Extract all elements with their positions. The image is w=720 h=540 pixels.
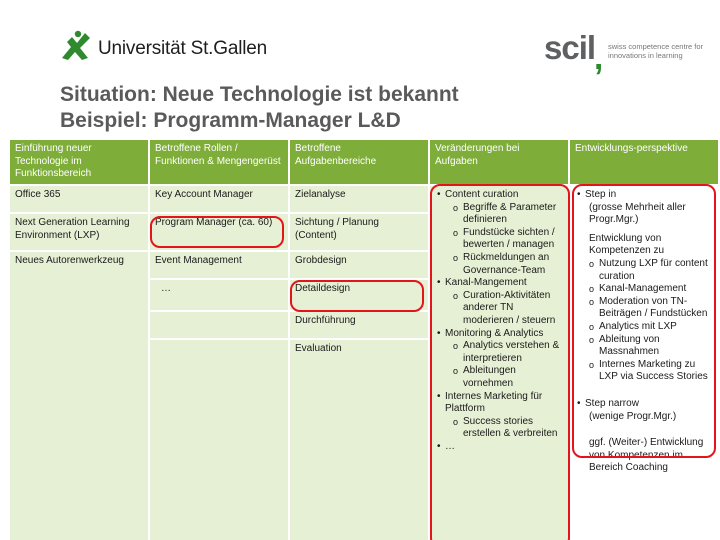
- list-item: • Monitoring & Analytics o Analytics verstehen & interpretieren o Ableitungen vornehmen: [435, 328, 563, 391]
- slide-title: [60, 82, 660, 134]
- table-cell: Detaildesign: [290, 280, 428, 310]
- table-cell: Zielanalyse: [290, 186, 428, 212]
- header-col-perspective: Entwicklungs-perspektive: [570, 140, 718, 184]
- list-item: o Nutzung LXP für content curation: [589, 258, 713, 283]
- list-item: • Kanal-Mangement o Curation-Aktivitäten anderer TN moderieren / steuern: [435, 277, 563, 327]
- table-cell: Durchführung: [290, 312, 428, 338]
- highlight-detaildesign: [290, 280, 424, 312]
- list-item: o Analytics verstehen & interpretieren: [453, 340, 563, 365]
- list-item: • Content curation o Begriffe & Parameter definieren o Fundstücke sichten / bewerten / managen o Rückmeldungen an Governance-Team: [435, 189, 563, 277]
- list-item: o Ableitung von Massnahmen: [589, 334, 713, 359]
- scil-tagline: swiss competence centre for innovations in learning: [608, 42, 704, 60]
- table-cell: Next Generation Learning Environment (LXP): [10, 214, 148, 250]
- table-cell: Evaluation: [290, 340, 428, 540]
- list-item: o Fundstücke sichten / bewerten / managen: [453, 227, 563, 252]
- header-col-changes: Veränderungen bei Aufgaben: [430, 140, 568, 184]
- table-cell: Office 365: [10, 186, 148, 212]
- highlight-program-manager: [150, 216, 284, 248]
- table-cell: Program Manager (ca. 60): [150, 214, 288, 250]
- list-item: • Step narrow (wenige Progr.Mgr.): [575, 398, 713, 423]
- title-line-2: Beispiel: Programm-Manager L&D: [60, 109, 401, 132]
- university-logo: [58, 28, 267, 70]
- header-col-technology: Einführung neuer Technologie im Funktionsbereich: [10, 140, 148, 184]
- university-name: Universität St.Gallen: [98, 38, 267, 59]
- title-line-1: Situation: Neue Technologie ist bekannt: [60, 83, 459, 106]
- table-cell: [150, 340, 288, 540]
- table-cell: Key Account Manager: [150, 186, 288, 212]
- list-item: • …: [435, 441, 563, 454]
- table-cell: …: [150, 280, 288, 310]
- list-item: o Begriffe & Parameter definieren: [453, 202, 563, 227]
- coaching-note: ggf. (Weiter-) Entwicklung von Kompetenzen im Bereich Coaching: [589, 437, 704, 474]
- list-item: o Kanal-Management: [589, 283, 713, 296]
- list-item: o Curation-Aktivitäten anderer TN moderieren / steuern: [453, 290, 563, 328]
- table-cell: Event Management: [150, 252, 288, 278]
- list-item: o Internes Marketing zu LXP via Success Stories: [589, 359, 713, 384]
- list-item: o Success stories erstellen & verbreiten: [453, 416, 563, 441]
- list-item: o Rückmeldungen an Governance-Team: [453, 252, 563, 277]
- table-cell: [150, 312, 288, 338]
- header-col-tasks: Betroffene Aufgabenbereiche: [290, 140, 428, 184]
- list-item: • Step in (grosse Mehrheit aller Progr.Mgr.) Entwicklung von Kompetenzen zu o Nutzung LXP für content curation o Kanal-Management o Moderation von TN-Beiträgen / Fundstücken o Analytics mit LXP o Ableitung von Massnahmen o Internes Marketing zu LXP via Success Stories: [575, 189, 713, 384]
- header-col-roles: Betroffene Rollen / Funktionen & Mengengerüst: [150, 140, 288, 184]
- list-item: o Moderation von TN-Beiträgen / Fundstücken: [589, 296, 713, 321]
- list-item: o Analytics mit LXP: [589, 321, 713, 334]
- list-item: o Ableitungen vornehmen: [453, 365, 563, 390]
- scil-logo-icon: scil: [544, 29, 596, 66]
- table-cell: Sichtung / Planung (Content): [290, 214, 428, 250]
- table-cell: Neues Autorenwerkzeug: [10, 252, 148, 540]
- hsg-logo-icon: [58, 28, 94, 64]
- highlight-changes: [430, 184, 570, 540]
- table-cell: Grobdesign: [290, 252, 428, 278]
- list-item: • Internes Marketing für Plattform o Success stories erstellen & verbreiten: [435, 391, 563, 441]
- scil-logo: scil , swiss competence centre for innovations in learning: [544, 30, 714, 70]
- highlight-step-in: [572, 184, 716, 458]
